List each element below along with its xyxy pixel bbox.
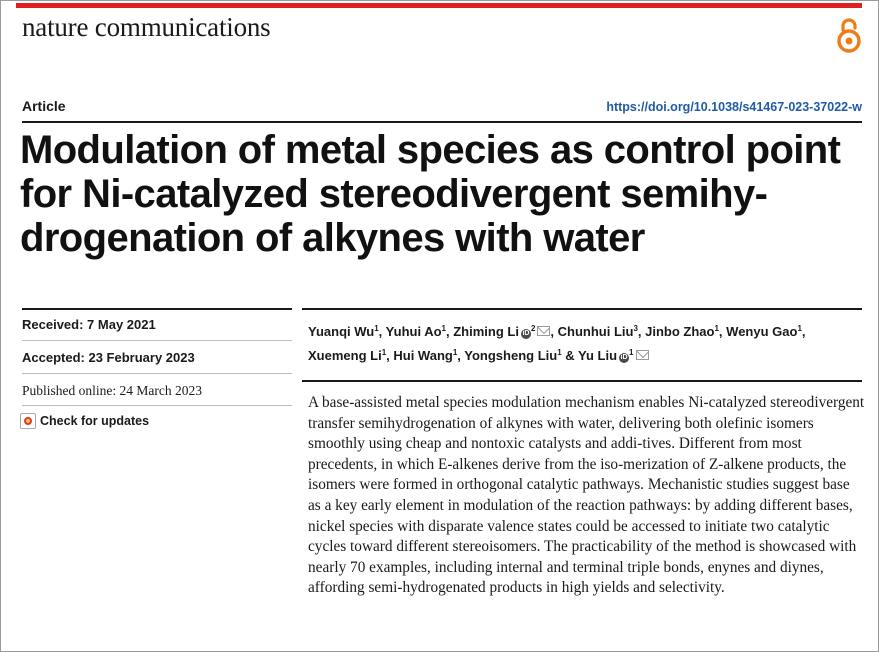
- author-name-text: Yu Liu: [578, 348, 618, 363]
- received-value: 7 May 2021: [87, 317, 156, 332]
- abstract-divider: [302, 380, 862, 382]
- author-name-text: Xuemeng Li: [308, 348, 382, 363]
- author-name[interactable]: [558, 324, 638, 339]
- affiliation-number: 3: [633, 324, 638, 333]
- published-label: Published online:: [22, 383, 117, 398]
- journal-name[interactable]: nature communications: [22, 12, 271, 42]
- accepted-label: Accepted:: [22, 350, 85, 365]
- check-for-updates-label: Check for updates: [40, 414, 150, 428]
- author-name[interactable]: [464, 348, 561, 363]
- affiliation-number: 1: [452, 348, 458, 357]
- orcid-icon[interactable]: iD: [522, 330, 530, 337]
- check-for-updates-button[interactable]: [20, 413, 149, 429]
- author-name-text: Yuhui Ao: [385, 324, 442, 339]
- affiliation-number: 1: [714, 324, 719, 333]
- article-type: Article: [22, 98, 66, 114]
- orcid-icon[interactable]: iD: [620, 354, 628, 361]
- article-title: Modulation of metal species as control point for Ni-catalyzed stereodivergent semihy-drogenation of alkynes with water: [20, 128, 841, 260]
- author-name[interactable]: [308, 348, 386, 363]
- author-name[interactable]: [308, 324, 379, 339]
- title-divider: [22, 121, 862, 123]
- published-value: 24 March 2023: [119, 383, 202, 398]
- abstract: A base-assisted metal species modulation mechanism enables Ni-catalyzed stereodivergent transfer semihydrogenation of alkynes with water, delivering both olefinic isomers smoothly using cheap and nontoxic catalysts and addi-tives. Different from most precedents, in which E-alkenes derive from the iso-merization of Z-alkene products, the isomers were formed in orthogonal catalytic pathways. Mechanistic studies suggest base as a key early element in modulation of the reaction pathways: by adding different bases, nickel species with disparate valence states could be accessed to initiate two catalytic cycles toward different stereoisomers. The practicability of the method is showcased with nearly 70 examples, including internal and terminal triple bonds, enynes and diynes, affording semi-hydrogenated products in high yields and selectivity.: [308, 394, 865, 597]
- email-icon[interactable]: [636, 350, 649, 360]
- author-name-text: Jinbo Zhao: [645, 324, 715, 339]
- author-name[interactable]: [393, 348, 457, 363]
- author-name-text: Hui Wang: [393, 348, 453, 363]
- author-name-text: Yongsheng Liu: [464, 348, 558, 363]
- date-divider: [22, 405, 292, 406]
- author-name-text: Zhiming Li: [453, 324, 519, 339]
- author-name[interactable]: [726, 324, 802, 339]
- journal-accent-bar: [16, 3, 862, 8]
- affiliation-number: 1: [557, 348, 562, 357]
- affiliation-number: 1: [441, 324, 446, 333]
- author-name[interactable]: [386, 324, 446, 339]
- authors-divider: [302, 308, 862, 310]
- author-list: Yuanqi Wu$^1$, Yuhui Ao$^1$, Zhiming Li $iD^2$ , Chunhui Liu$^3$, Jinbo Zhao$^1$, Wenyu Gao$^1$, Xuemeng Li$^1$, Hui Wang$^1$, Yongsheng Liu$^1$ & Yu Liu $iD^1$: [308, 324, 806, 363]
- received-label: Received:: [22, 317, 84, 332]
- author-name-text: Yuanqi Wu: [308, 324, 375, 339]
- author-name[interactable]: [645, 324, 719, 339]
- date-divider: [22, 340, 292, 341]
- affiliation-number: 1: [381, 348, 387, 357]
- accepted-value: 23 February 2023: [88, 350, 195, 365]
- email-icon[interactable]: [537, 326, 550, 336]
- check-for-updates-icon: [20, 413, 36, 429]
- date-divider: [22, 373, 292, 374]
- received-date: [22, 317, 156, 332]
- affiliation-number: 2: [530, 324, 536, 333]
- author-name-text: Chunhui Liu: [557, 324, 634, 339]
- affiliation-number: 1: [797, 324, 802, 333]
- author-name-text: Wenyu Gao: [726, 324, 798, 339]
- author-name[interactable]: [453, 324, 550, 339]
- doi-link[interactable]: https://doi.org/10.1038/s41467-023-37022-w: [606, 100, 862, 114]
- dates-divider: [22, 308, 292, 310]
- open-access-icon: [834, 16, 864, 54]
- affiliation-number: 1: [629, 348, 634, 357]
- author-name[interactable]: [578, 348, 648, 363]
- published-date: [22, 383, 202, 399]
- accepted-date: [22, 350, 195, 365]
- affiliation-number: 1: [374, 324, 379, 333]
